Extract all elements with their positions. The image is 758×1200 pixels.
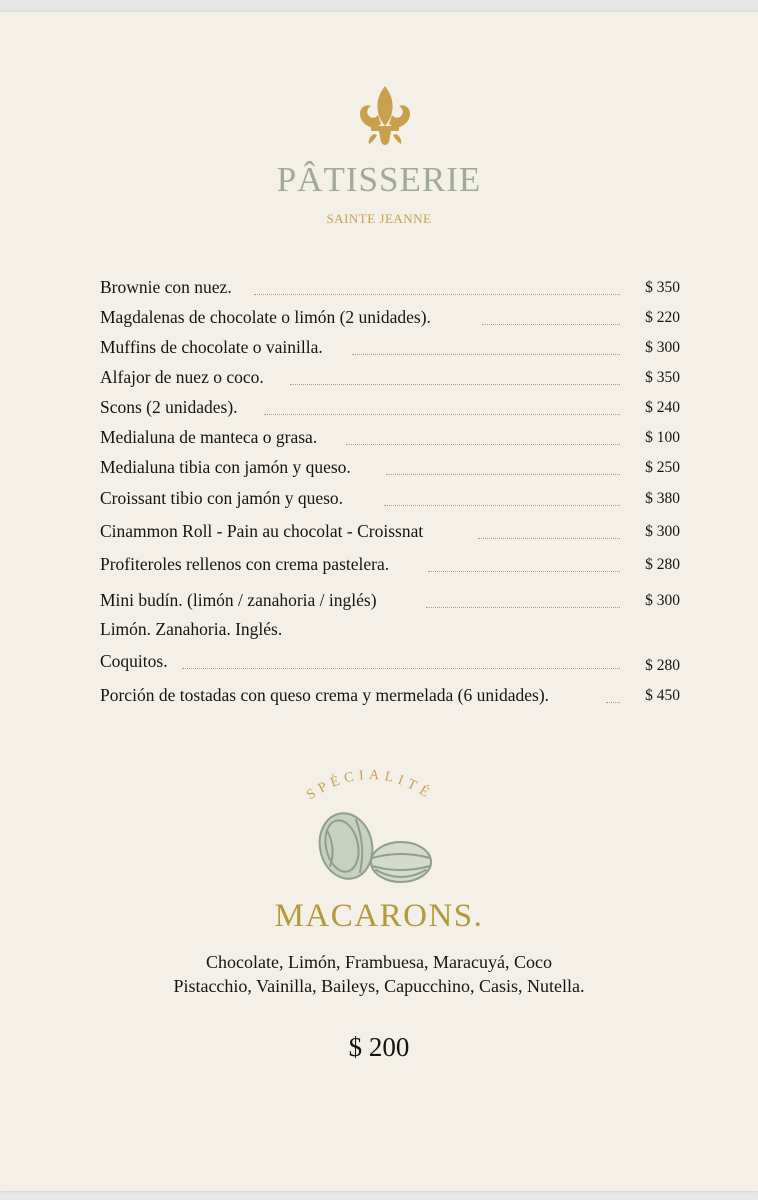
menu-item-price: $ 350 (645, 369, 680, 386)
dot-leader (264, 414, 620, 415)
menu-item-price: $ 100 (645, 429, 680, 446)
menu-item-name: Coquitos. (100, 651, 168, 671)
macarons-title: MACARONS. (274, 898, 484, 934)
menu-item-name: Brownie con nuez. (100, 277, 232, 297)
menu-item-price: $ 250 (645, 459, 680, 476)
menu-item (100, 397, 680, 421)
menu-item-price: $ 300 (645, 592, 680, 609)
menu-item-price: $ 300 (645, 339, 680, 356)
menu-item-name: Alfajor de nuez o coco. (100, 367, 264, 387)
dot-leader (426, 607, 620, 608)
menu-item-price: $ 220 (645, 309, 680, 326)
menu-item (100, 685, 680, 709)
brand-title: PÂTISSERIE (276, 160, 482, 199)
menu-item (100, 521, 680, 545)
dot-leader (478, 538, 620, 539)
menu-item-name: Magdalenas de chocolate o limón (2 unidades). (100, 307, 431, 327)
menu-item-name: Scons (2 unidades). (100, 397, 238, 417)
menu-item-name: Cinammon Roll - Pain au chocolat - Croissnat (100, 521, 424, 541)
menu-item-name: Croissant tibio con jamón y queso. (100, 488, 344, 508)
menu-item-price: $ 280 (645, 556, 680, 573)
menu-item-name: Medialuna de manteca o grasa. (100, 427, 318, 447)
dot-leader (606, 702, 620, 703)
menu-item (100, 307, 680, 331)
menu-item (100, 337, 680, 361)
dot-leader (386, 474, 620, 475)
menu-item (100, 457, 680, 481)
menu-item (100, 488, 680, 512)
macarons-price: $ 200 (348, 1032, 410, 1062)
menu-item-price: $ 350 (645, 279, 680, 296)
menu-page (0, 12, 758, 1191)
menu-item (100, 427, 680, 451)
svg-text:SPÉCIALITÉ: SPÉCIALITÉ (304, 767, 436, 804)
menu-item-price: $ 300 (645, 523, 680, 540)
dot-leader (290, 384, 620, 385)
menu-item-name: Mini budín. (limón / zanahoria / inglés) (100, 590, 377, 610)
menu-item (100, 554, 680, 578)
menu-item-name: Profiteroles rellenos con crema pastelera. (100, 554, 390, 574)
dot-leader (428, 571, 620, 572)
dot-leader (182, 668, 620, 669)
menu-item (100, 277, 680, 301)
macarons-flavors-line-1: Chocolate, Limón, Frambuesa, Maracuyá, Coco (206, 952, 552, 972)
menu-item (100, 590, 680, 614)
dot-leader (384, 505, 620, 506)
menu-item-name: Porción de tostadas con queso crema y mermelada (6 unidades). (100, 685, 550, 705)
dot-leader (254, 294, 620, 295)
macarons-flavors-line-2: Pistacchio, Vainilla, Baileys, Capucchino, Casis, Nutella. (173, 976, 585, 996)
menu-item (100, 651, 680, 675)
mini-budin-note: Limón. Zanahoria. Inglés. (100, 619, 283, 639)
dot-leader (346, 444, 620, 445)
menu-item-name: Medialuna tibia con jamón y queso. (100, 457, 351, 477)
menu-item-price: $ 380 (645, 490, 680, 507)
fleur-de-lis-icon (354, 84, 416, 150)
dot-leader (482, 324, 620, 325)
menu-item-name: Muffins de chocolate o vainilla. (100, 337, 323, 357)
menu-item-price: $ 240 (645, 399, 680, 416)
brand-subtitle: SAINTE JEANNE (326, 211, 432, 226)
menu-item (100, 367, 680, 391)
macarons-illustration-icon (316, 810, 436, 890)
menu-item-price: $ 450 (645, 687, 680, 704)
menu-item-price: $ 280 (645, 657, 680, 674)
dot-leader (352, 354, 620, 355)
